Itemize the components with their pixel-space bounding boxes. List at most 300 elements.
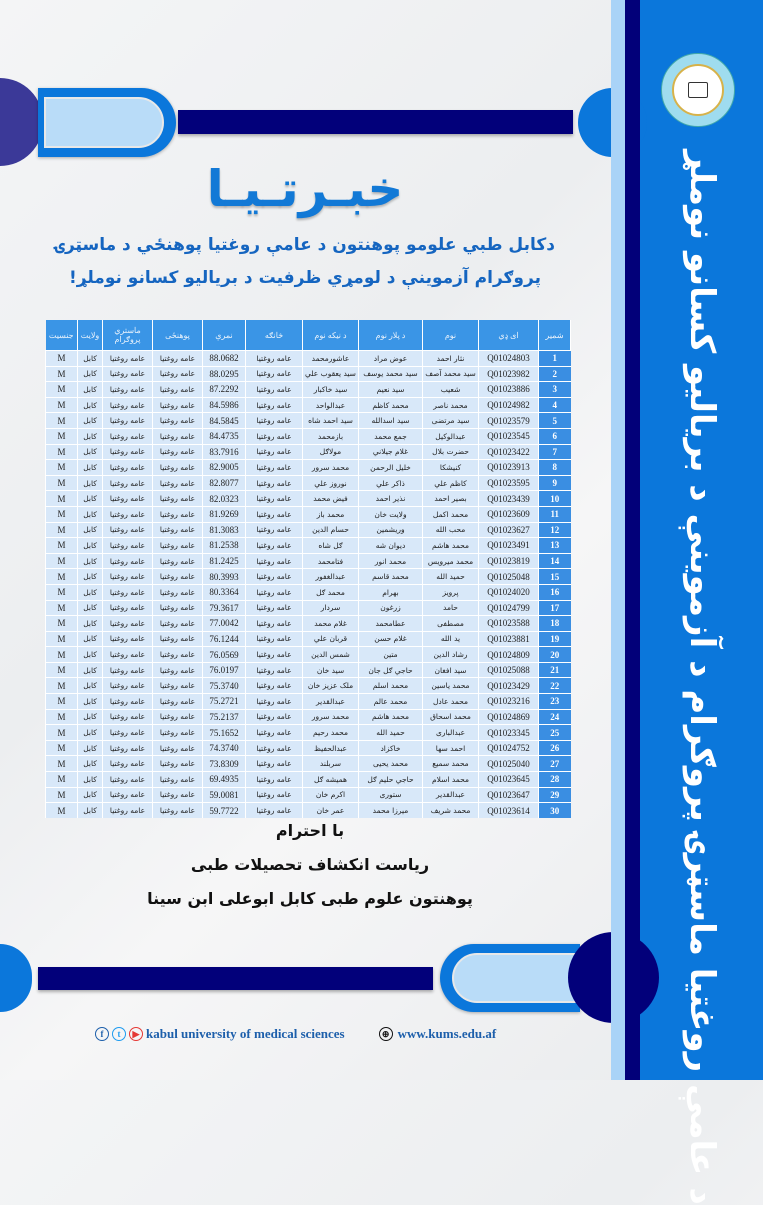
decor-pill-bottom <box>440 944 580 1012</box>
table-row <box>46 444 571 460</box>
faculty-cell: عامه روغتیا <box>153 631 203 647</box>
province-cell: کابل <box>78 428 103 444</box>
youtube-icon[interactable]: ▶ <box>129 1027 143 1041</box>
row-number: 3 <box>539 382 571 398</box>
grandfather-name: سید یعقوب علي <box>303 366 359 382</box>
faculty-cell: عامه روغتیا <box>153 506 203 522</box>
grandfather-name: عبدالواحد <box>303 397 359 413</box>
father-name: محمد اسلم <box>359 678 423 694</box>
side-strip-navy-overlay <box>625 0 640 1080</box>
department-cell: عامه روغتیا <box>246 631 303 647</box>
province-cell: کابل <box>78 616 103 632</box>
faculty-cell: عامه روغتیا <box>153 756 203 772</box>
department-cell: عامه روغتیا <box>246 662 303 678</box>
score-cell: 75.1652 <box>203 725 246 741</box>
row-number: 29 <box>539 787 571 803</box>
decor-pill-top <box>38 88 176 157</box>
student-id: Q01023881 <box>479 631 539 647</box>
program-cell: عامه روغتیا <box>103 740 153 756</box>
program-cell: عامه روغتیا <box>103 413 153 429</box>
department-cell: عامه روغتیا <box>246 569 303 585</box>
grandfather-name: عاشورمحمد <box>303 351 359 367</box>
gender-cell: M <box>46 475 78 491</box>
row-number: 6 <box>539 428 571 444</box>
table-row <box>46 569 571 585</box>
grandfather-name: مولاګل <box>303 444 359 460</box>
grandfather-name: محمد ګل <box>303 584 359 600</box>
grandfather-name: فتامحمد <box>303 553 359 569</box>
faculty-cell: عامه روغتیا <box>153 366 203 382</box>
column-header: شمیر <box>539 320 571 351</box>
student-id: Q01024809 <box>479 647 539 663</box>
father-name: سید اسدالله <box>359 413 423 429</box>
faculty-cell: عامه روغتیا <box>153 460 203 476</box>
faculty-cell: عامه روغتیا <box>153 584 203 600</box>
table-row <box>46 631 571 647</box>
score-cell: 59.0081 <box>203 787 246 803</box>
student-name: محمد سمیع <box>423 756 479 772</box>
gender-cell: M <box>46 397 78 413</box>
gender-cell: M <box>46 366 78 382</box>
gender-cell: M <box>46 756 78 772</box>
program-cell: عامه روغتیا <box>103 428 153 444</box>
program-cell: عامه روغتیا <box>103 772 153 788</box>
program-cell: عامه روغتیا <box>103 600 153 616</box>
student-name: سید مرتضی <box>423 413 479 429</box>
program-cell: عامه روغتیا <box>103 647 153 663</box>
province-cell: کابل <box>78 600 103 616</box>
table-row <box>46 413 571 429</box>
father-name: ستوری <box>359 787 423 803</box>
student-id: Q01023439 <box>479 491 539 507</box>
faculty-cell: عامه روغتیا <box>153 553 203 569</box>
father-name: نذیر احمد <box>359 491 423 507</box>
student-name: محمد ناصر <box>423 397 479 413</box>
father-name: خلیل الرحمن <box>359 460 423 476</box>
province-cell: کابل <box>78 709 103 725</box>
program-cell: عامه روغتیا <box>103 366 153 382</box>
grandfather-name: سید احمد شاه <box>303 413 359 429</box>
row-number: 18 <box>539 616 571 632</box>
province-cell: کابل <box>78 351 103 367</box>
grandfather-name: محمد سرور <box>303 709 359 725</box>
side-banner-title: د عامې روغتیا ماسټرۍ پروګرام د آزموینې د بریالیو کسانو نوملړ <box>682 150 722 1205</box>
program-cell: عامه روغتیا <box>103 584 153 600</box>
faculty-cell: عامه روغتیا <box>153 444 203 460</box>
faculty-cell: عامه روغتیا <box>153 616 203 632</box>
department-cell: عامه روغتیا <box>246 709 303 725</box>
student-name: کاظم علي <box>423 475 479 491</box>
department-cell: عامه روغتیا <box>246 803 303 818</box>
column-header: ماستري پروګرام <box>103 320 153 351</box>
student-name: محب الله <box>423 522 479 538</box>
student-name: سید محمد آصف <box>423 366 479 382</box>
program-cell: عامه روغتیا <box>103 631 153 647</box>
program-cell: عامه روغتیا <box>103 803 153 818</box>
gender-cell: M <box>46 584 78 600</box>
row-number: 23 <box>539 694 571 710</box>
row-number: 19 <box>539 631 571 647</box>
province-cell: کابل <box>78 694 103 710</box>
gender-cell: M <box>46 522 78 538</box>
table-row <box>46 647 571 663</box>
gender-cell: M <box>46 428 78 444</box>
decor-circle-bottom <box>0 944 32 1012</box>
father-name: غلام جیلاني <box>359 444 423 460</box>
table-row <box>46 725 571 741</box>
student-id: Q01025040 <box>479 756 539 772</box>
gender-cell: M <box>46 694 78 710</box>
column-header: د پلار نوم <box>359 320 423 351</box>
department-cell: عامه روغتیا <box>246 491 303 507</box>
gender-cell: M <box>46 351 78 367</box>
student-name: محمد شریف <box>423 803 479 818</box>
faculty-cell: عامه روغتیا <box>153 382 203 398</box>
province-cell: کابل <box>78 475 103 491</box>
score-cell: 76.0197 <box>203 662 246 678</box>
faculty-cell: عامه روغتیا <box>153 694 203 710</box>
faculty-cell: عامه روغتیا <box>153 397 203 413</box>
signature-university: پوهنتون علوم طبی کابل ابوعلی ابن سینا <box>147 889 473 908</box>
student-name: احمد سها <box>423 740 479 756</box>
department-cell: عامه روغتیا <box>246 351 303 367</box>
grandfather-name: شمس الدین <box>303 647 359 663</box>
faculty-cell: عامه روغتیا <box>153 475 203 491</box>
father-name: محمد قاسم <box>359 569 423 585</box>
score-cell: 80.3364 <box>203 584 246 600</box>
student-name: عبدالوکیل <box>423 428 479 444</box>
grandfather-name: محمد سرور <box>303 460 359 476</box>
student-id: Q01023216 <box>479 694 539 710</box>
department-cell: عامه روغتیا <box>246 740 303 756</box>
faculty-cell: عامه روغتیا <box>153 725 203 741</box>
column-header: نوم <box>423 320 479 351</box>
table-row <box>46 616 571 632</box>
student-id: Q01023614 <box>479 803 539 818</box>
twitter-icon[interactable]: t <box>112 1027 126 1041</box>
department-cell: عامه روغتیا <box>246 506 303 522</box>
father-name: سید محمد یوسف <box>359 366 423 382</box>
department-cell: عامه روغتیا <box>246 678 303 694</box>
gender-cell: M <box>46 444 78 460</box>
grandfather-name: ګل شاه <box>303 538 359 554</box>
father-name: دیوان شه <box>359 538 423 554</box>
score-cell: 75.2721 <box>203 694 246 710</box>
book-icon <box>688 82 708 98</box>
student-id: Q01023609 <box>479 506 539 522</box>
row-number: 8 <box>539 460 571 476</box>
gender-cell: M <box>46 725 78 741</box>
faculty-cell: عامه روغتیا <box>153 428 203 444</box>
department-cell: عامه روغتیا <box>246 444 303 460</box>
subtitle-line-1: دکابل طبي علومو پوهنتون د عامې روغتیا پوهنځي د ماسټرۍ <box>55 235 555 255</box>
father-name: میرزا محمد <box>359 803 423 818</box>
score-cell: 69.4935 <box>203 772 246 788</box>
grandfather-name: اکرم خان <box>303 787 359 803</box>
program-cell: عامه روغتیا <box>103 569 153 585</box>
grandfather-name: سید خان <box>303 662 359 678</box>
website-link[interactable]: www.kums.edu.af <box>397 1026 497 1041</box>
father-name: محمد انور <box>359 553 423 569</box>
program-cell: عامه روغتیا <box>103 662 153 678</box>
student-id: Q01023429 <box>479 678 539 694</box>
score-cell: 83.7916 <box>203 444 246 460</box>
father-name: غلام حسن <box>359 631 423 647</box>
grandfather-name: حسام الدین <box>303 522 359 538</box>
father-name: خاکزاد <box>359 740 423 756</box>
student-name: محمد عادل <box>423 694 479 710</box>
grandfather-name: فیض محمد <box>303 491 359 507</box>
score-cell: 74.3740 <box>203 740 246 756</box>
program-cell: عامه روغتیا <box>103 460 153 476</box>
program-cell: عامه روغتیا <box>103 506 153 522</box>
father-name: محمد یحیی <box>359 756 423 772</box>
row-number: 15 <box>539 569 571 585</box>
student-id: Q01023595 <box>479 475 539 491</box>
father-name: حاجي حلیم ګل <box>359 772 423 788</box>
student-name: محمد یاسین <box>423 678 479 694</box>
department-cell: عامه روغتیا <box>246 475 303 491</box>
table-row <box>46 600 571 616</box>
row-number: 13 <box>539 538 571 554</box>
province-cell: کابل <box>78 584 103 600</box>
department-cell: عامه روغتیا <box>246 725 303 741</box>
gender-cell: M <box>46 740 78 756</box>
column-header: څانګه <box>246 320 303 351</box>
student-id: Q01024020 <box>479 584 539 600</box>
row-number: 20 <box>539 647 571 663</box>
faculty-cell: عامه روغتیا <box>153 569 203 585</box>
side-strip-overlay-bottom <box>611 920 625 1080</box>
row-number: 28 <box>539 772 571 788</box>
row-number: 1 <box>539 351 571 367</box>
student-id: Q01023579 <box>479 413 539 429</box>
student-name: مصطفی <box>423 616 479 632</box>
faculty-cell: عامه روغتیا <box>153 647 203 663</box>
student-id: Q01023627 <box>479 522 539 538</box>
faculty-cell: عامه روغتیا <box>153 413 203 429</box>
province-cell: کابل <box>78 491 103 507</box>
grandfather-name: سردار <box>303 600 359 616</box>
father-name: بهرام <box>359 584 423 600</box>
student-id: Q01023545 <box>479 428 539 444</box>
score-cell: 81.3083 <box>203 522 246 538</box>
student-name: عبدالقدیر <box>423 787 479 803</box>
globe-icon: ⊕ <box>379 1027 393 1041</box>
decor-bar-top <box>178 110 573 134</box>
signature-department: ریاست انکشاف تحصیلات طبی <box>190 855 430 874</box>
department-cell: عامه روغتیا <box>246 366 303 382</box>
score-cell: 59.7722 <box>203 803 246 818</box>
grandfather-name: عبدالغفور <box>303 569 359 585</box>
score-cell: 76.1244 <box>203 631 246 647</box>
row-number: 7 <box>539 444 571 460</box>
province-cell: کابل <box>78 506 103 522</box>
department-cell: عامه روغتیا <box>246 600 303 616</box>
province-cell: کابل <box>78 772 103 788</box>
table-row <box>46 772 571 788</box>
province-cell: کابل <box>78 397 103 413</box>
student-id: Q01023491 <box>479 538 539 554</box>
grandfather-name: عبدالقدیر <box>303 694 359 710</box>
gender-cell: M <box>46 709 78 725</box>
faculty-cell: عامه روغتیا <box>153 538 203 554</box>
student-id: Q01023647 <box>479 787 539 803</box>
father-name: عوض مراد <box>359 351 423 367</box>
department-cell: عامه روغتیا <box>246 694 303 710</box>
decor-pill-inner <box>44 97 164 148</box>
gender-cell: M <box>46 662 78 678</box>
table-row <box>46 709 571 725</box>
score-cell: 88.0682 <box>203 351 246 367</box>
footer <box>95 1024 496 1044</box>
faculty-cell: عامه روغتیا <box>153 662 203 678</box>
gender-cell: M <box>46 647 78 663</box>
table-row <box>46 787 571 803</box>
faculty-cell: عامه روغتیا <box>153 709 203 725</box>
father-name: حمید الله <box>359 725 423 741</box>
row-number: 30 <box>539 803 571 818</box>
department-cell: عامه روغتیا <box>246 397 303 413</box>
department-cell: عامه روغتیا <box>246 584 303 600</box>
father-name: محمد کاظم <box>359 397 423 413</box>
faculty-cell: عامه روغتیا <box>153 787 203 803</box>
row-number: 10 <box>539 491 571 507</box>
score-cell: 82.8077 <box>203 475 246 491</box>
student-id: Q01024799 <box>479 600 539 616</box>
gender-cell: M <box>46 538 78 554</box>
student-name: شعیب <box>423 382 479 398</box>
province-cell: کابل <box>78 460 103 476</box>
province-cell: کابل <box>78 756 103 772</box>
student-name: سید افغان <box>423 662 479 678</box>
province-cell: کابل <box>78 803 103 818</box>
student-id: Q01024752 <box>479 740 539 756</box>
student-name: بصیر احمد <box>423 491 479 507</box>
score-cell: 84.4735 <box>203 428 246 444</box>
decor-bar-bottom <box>38 967 433 990</box>
table-row <box>46 756 571 772</box>
score-cell: 73.8309 <box>203 756 246 772</box>
row-number: 11 <box>539 506 571 522</box>
facebook-icon[interactable]: f <box>95 1027 109 1041</box>
gender-cell: M <box>46 553 78 569</box>
row-number: 17 <box>539 600 571 616</box>
side-strip-navy-overlay-bottom <box>625 920 640 1080</box>
department-cell: عامه روغتیا <box>246 382 303 398</box>
student-id: Q01024982 <box>479 397 539 413</box>
program-cell: عامه روغتیا <box>103 351 153 367</box>
province-cell: کابل <box>78 662 103 678</box>
table-row <box>46 522 571 538</box>
gender-cell: M <box>46 413 78 429</box>
grandfather-name: سربلند <box>303 756 359 772</box>
province-cell: کابل <box>78 522 103 538</box>
province-cell: کابل <box>78 787 103 803</box>
grandfather-name: قربان علي <box>303 631 359 647</box>
program-cell: عامه روغتیا <box>103 678 153 694</box>
program-cell: عامه روغتیا <box>103 491 153 507</box>
table-row <box>46 506 571 522</box>
faculty-cell: عامه روغتیا <box>153 803 203 818</box>
score-cell: 81.9269 <box>203 506 246 522</box>
row-number: 26 <box>539 740 571 756</box>
department-cell: عامه روغتیا <box>246 647 303 663</box>
row-number: 16 <box>539 584 571 600</box>
department-cell: عامه روغتیا <box>246 756 303 772</box>
gender-cell: M <box>46 616 78 632</box>
row-number: 12 <box>539 522 571 538</box>
grandfather-name: غلام محمد <box>303 616 359 632</box>
row-number: 24 <box>539 709 571 725</box>
table-row <box>46 553 571 569</box>
student-id: Q01024869 <box>479 709 539 725</box>
province-cell: کابل <box>78 553 103 569</box>
program-cell: عامه روغتیا <box>103 522 153 538</box>
province-cell: کابل <box>78 725 103 741</box>
score-cell: 88.0295 <box>203 366 246 382</box>
faculty-cell: عامه روغتیا <box>153 600 203 616</box>
faculty-cell: عامه روغتیا <box>153 678 203 694</box>
department-cell: عامه روغتیا <box>246 460 303 476</box>
gender-cell: M <box>46 460 78 476</box>
program-cell: عامه روغتیا <box>103 553 153 569</box>
student-name: محمد میرویس <box>423 553 479 569</box>
score-cell: 84.5986 <box>203 397 246 413</box>
student-name: حمید الله <box>423 569 479 585</box>
score-cell: 79.3617 <box>203 600 246 616</box>
gender-cell: M <box>46 506 78 522</box>
student-name: پرویز <box>423 584 479 600</box>
student-name: محمد هاشم <box>423 538 479 554</box>
student-name: رشاد الدین <box>423 647 479 663</box>
faculty-cell: عامه روغتیا <box>153 772 203 788</box>
table-row <box>46 584 571 600</box>
province-cell: کابل <box>78 678 103 694</box>
gender-cell: M <box>46 600 78 616</box>
column-header: د نیکه نوم <box>303 320 359 351</box>
department-cell: عامه روغتیا <box>246 787 303 803</box>
program-cell: عامه روغتیا <box>103 475 153 491</box>
father-name: متین <box>359 647 423 663</box>
program-cell: عامه روغتیا <box>103 787 153 803</box>
table-row <box>46 366 571 382</box>
province-cell: کابل <box>78 444 103 460</box>
province-cell: کابل <box>78 631 103 647</box>
table-row <box>46 460 571 476</box>
gender-cell: M <box>46 678 78 694</box>
program-cell: عامه روغتیا <box>103 397 153 413</box>
program-cell: عامه روغتیا <box>103 382 153 398</box>
decor-circle-top <box>0 78 43 166</box>
column-header: پوهنځی <box>153 320 203 351</box>
row-number: 4 <box>539 397 571 413</box>
grandfather-name: همیشه ګل <box>303 772 359 788</box>
department-cell: عامه روغتیا <box>246 553 303 569</box>
score-cell: 75.3740 <box>203 678 246 694</box>
score-cell: 77.0042 <box>203 616 246 632</box>
table-row <box>46 382 571 398</box>
student-name: نثار احمد <box>423 351 479 367</box>
score-cell: 81.2538 <box>203 538 246 554</box>
student-name: کنیشکا <box>423 460 479 476</box>
subtitle-line-2: پروګرام آزموینې د لومړي ظرفیت د بریالیو کسانو نوملړ! <box>69 268 541 288</box>
results-table <box>45 320 571 818</box>
grandfather-name: نوروز علي <box>303 475 359 491</box>
father-name: محمد عالم <box>359 694 423 710</box>
row-number: 9 <box>539 475 571 491</box>
faculty-cell: عامه روغتیا <box>153 491 203 507</box>
